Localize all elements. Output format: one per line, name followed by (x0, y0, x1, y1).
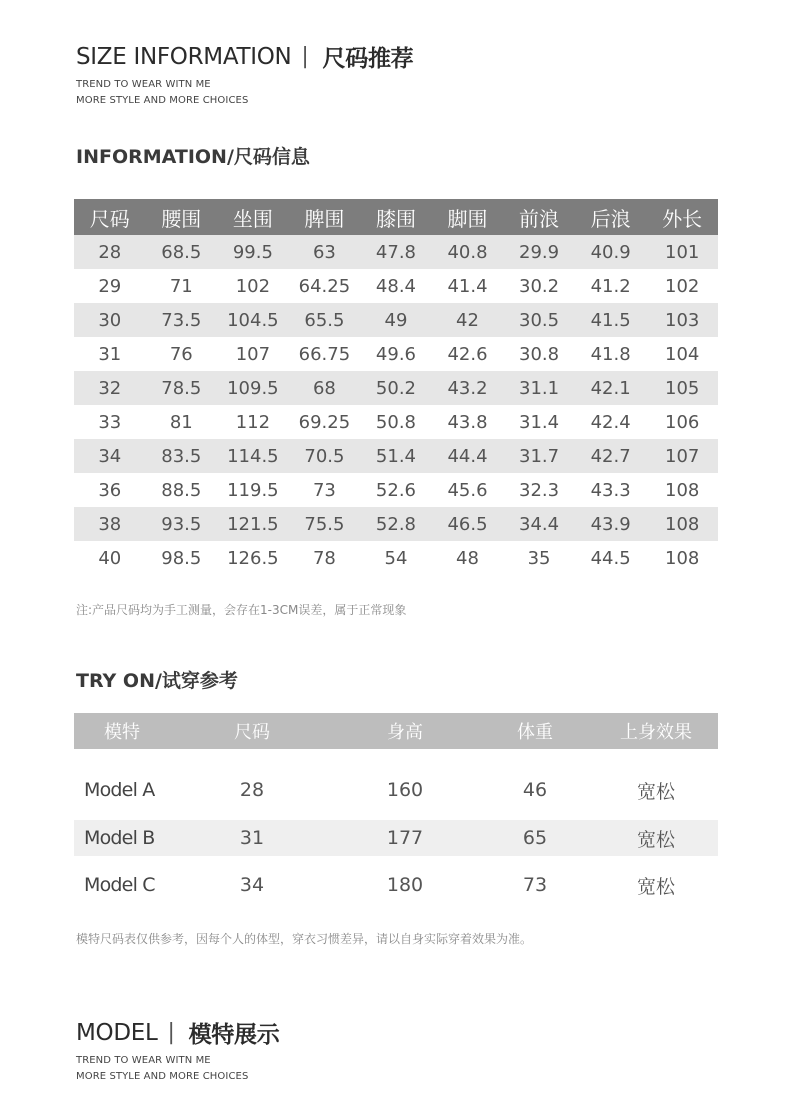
size-cell: 32 (74, 371, 146, 405)
model-subtitle-2: MORE STYLE AND MORE CHOICES (76, 1071, 249, 1082)
size-cell: 78.5 (146, 371, 218, 405)
size-cell: 34 (74, 439, 146, 473)
size-cell: 75.5 (289, 507, 361, 541)
tryon-height: 160 (386, 779, 424, 801)
model-title-en: MODEL (76, 1019, 158, 1046)
size-cell: 76 (169, 343, 193, 365)
size-cell: 68.5 (146, 235, 218, 269)
tryon-note: 模特尺码表仅供参考，因每个人的体型，穿衣习惯差异，请以自身实际穿着效果为准。 (76, 932, 533, 946)
size-cell: 78 (312, 547, 336, 569)
size-col-header: 脾围 (289, 199, 361, 235)
size-cell: 114.5 (217, 439, 289, 473)
size-cell: 44.4 (432, 439, 504, 473)
size-cell: 119.5 (227, 479, 279, 501)
size-cell: 41.2 (590, 275, 631, 297)
size-cell: 52.8 (360, 507, 432, 541)
size-cell: 46.5 (432, 507, 504, 541)
size-col-header: 尺码 (74, 199, 146, 235)
size-cell: 29.9 (503, 235, 575, 269)
size-table-row (74, 269, 718, 303)
heading-title-cn: 尺码推荐 (322, 46, 414, 72)
tryon-fit: 宽松 (636, 780, 675, 803)
size-cell: 88.5 (161, 479, 202, 501)
size-cell: 40.8 (432, 235, 504, 269)
size-cell: 103 (646, 303, 718, 337)
heading-subtitle-2: MORE STYLE AND MORE CHOICES (76, 95, 249, 106)
size-cell: 42.7 (575, 439, 647, 473)
size-cell: 50.2 (360, 371, 432, 405)
tryon-col-model: 模特 (104, 722, 140, 743)
tryon-height: 180 (386, 874, 424, 896)
size-table-row (74, 405, 718, 439)
size-cell: 69.25 (298, 411, 351, 433)
size-cell: 45.6 (447, 479, 488, 501)
size-cell: 73 (312, 479, 336, 501)
tryon-model-name: Model A (84, 779, 155, 801)
heading-subtitle-1: TREND TO WEAR WITN ME (76, 79, 211, 90)
size-cell: 36 (98, 479, 122, 501)
measurement-note: 注:产品尺码均为手工测量，会存在1-3CM误差，属于正常现象 (76, 603, 407, 617)
size-cell: 32.3 (519, 479, 560, 501)
size-table-row (74, 303, 718, 337)
tryon-model-name: Model B (84, 827, 155, 849)
size-cell: 41.5 (575, 303, 647, 337)
size-cell: 105 (646, 371, 718, 405)
tryon-row (74, 820, 718, 856)
size-cell: 43.2 (432, 371, 504, 405)
model-heading (76, 1016, 279, 1049)
size-cell: 43.9 (575, 507, 647, 541)
size-table-body (74, 235, 718, 575)
size-cell: 30 (74, 303, 146, 337)
size-cell: 112 (235, 411, 271, 433)
size-cell: 104 (665, 343, 700, 365)
size-cell: 102 (235, 275, 271, 297)
size-col-header: 腰围 (146, 199, 218, 235)
size-cell: 43.3 (590, 479, 631, 501)
size-cell: 31.7 (503, 439, 575, 473)
size-col-header: 外长 (646, 199, 718, 235)
size-cell: 30.8 (519, 343, 560, 365)
size-cell: 65.5 (289, 303, 361, 337)
tryon-row (74, 867, 718, 903)
size-cell: 98.5 (161, 547, 202, 569)
size-cell: 42 (432, 303, 504, 337)
size-cell: 121.5 (217, 507, 289, 541)
size-cell: 66.75 (298, 343, 351, 365)
size-cell: 43.8 (447, 411, 488, 433)
size-cell: 102 (665, 275, 700, 297)
tryon-fit: 宽松 (636, 875, 675, 898)
size-cell: 68 (289, 371, 361, 405)
tryon-size: 28 (239, 779, 265, 801)
size-cell: 33 (98, 411, 122, 433)
size-cell: 48.4 (375, 275, 416, 297)
size-cell: 73.5 (146, 303, 218, 337)
size-cell: 83.5 (146, 439, 218, 473)
size-cell: 63 (289, 235, 361, 269)
tryon-weight: 46 (522, 779, 548, 801)
size-table (74, 199, 718, 575)
size-cell: 34.4 (503, 507, 575, 541)
size-cell: 42.6 (447, 343, 488, 365)
size-cell: 41.4 (447, 275, 488, 297)
size-col-header: 后浪 (575, 199, 647, 235)
size-cell: 47.8 (360, 235, 432, 269)
size-cell: 41.8 (590, 343, 631, 365)
size-col-header: 膝围 (360, 199, 432, 235)
size-cell: 104.5 (217, 303, 289, 337)
tryon-col-size: 尺码 (234, 722, 270, 743)
tryon-height: 177 (386, 827, 424, 849)
size-cell: 35 (527, 547, 551, 569)
size-cell: 64.25 (298, 275, 351, 297)
size-cell: 48 (456, 547, 479, 569)
size-col-header: 坐围 (217, 199, 289, 235)
tryon-model-name: Model C (84, 874, 155, 896)
size-cell: 51.4 (360, 439, 432, 473)
tryon-fit: 宽松 (636, 828, 675, 851)
tryon-weight: 65 (522, 827, 548, 849)
size-cell: 107 (646, 439, 718, 473)
size-cell: 52.6 (375, 479, 416, 501)
heading-separator: | (301, 44, 309, 69)
size-cell: 50.8 (375, 411, 416, 433)
size-cell: 54 (384, 547, 408, 569)
size-cell: 93.5 (146, 507, 218, 541)
size-cell: 38 (74, 507, 146, 541)
size-cell: 29 (98, 275, 122, 297)
size-table-row (74, 439, 718, 473)
size-cell: 108 (646, 507, 718, 541)
size-col-header: 脚围 (432, 199, 504, 235)
size-cell: 70.5 (289, 439, 361, 473)
size-cell: 40 (98, 547, 122, 569)
size-cell: 31 (98, 343, 122, 365)
size-cell: 30.2 (519, 275, 560, 297)
tryon-header-row (74, 713, 718, 749)
size-cell: 107 (235, 343, 271, 365)
size-col-header: 前浪 (503, 199, 575, 235)
model-separator: | (167, 1020, 175, 1045)
size-cell: 108 (665, 479, 700, 501)
size-table-row (74, 541, 718, 575)
size-cell: 31.4 (519, 411, 560, 433)
size-cell: 108 (665, 547, 700, 569)
size-table-row (74, 337, 718, 371)
tryon-size: 31 (239, 827, 265, 849)
size-cell: 81 (169, 411, 193, 433)
size-cell: 106 (665, 411, 700, 433)
size-information-heading (76, 40, 413, 73)
tryon-row (74, 772, 718, 808)
heading-title-en: SIZE INFORMATION (76, 43, 292, 70)
tryon-title: TRY ON/试穿参考 (76, 670, 238, 692)
size-cell: 126.5 (227, 547, 279, 569)
size-cell: 31.1 (503, 371, 575, 405)
tryon-col-fit: 上身效果 (620, 722, 692, 743)
model-title-cn: 模特展示 (188, 1022, 280, 1048)
size-cell: 42.1 (575, 371, 647, 405)
size-cell: 101 (646, 235, 718, 269)
information-title: INFORMATION/尺码信息 (76, 146, 310, 168)
size-cell: 40.9 (575, 235, 647, 269)
size-cell: 99.5 (217, 235, 289, 269)
size-cell: 44.5 (590, 547, 631, 569)
size-cell: 49.6 (375, 343, 416, 365)
size-cell: 49 (360, 303, 432, 337)
tryon-weight: 73 (522, 874, 548, 896)
size-cell: 109.5 (217, 371, 289, 405)
size-cell: 30.5 (503, 303, 575, 337)
size-table-row (74, 371, 718, 405)
tryon-col-weight: 体重 (517, 722, 553, 743)
size-table-row (74, 507, 718, 541)
size-cell: 71 (169, 275, 193, 297)
size-table-row (74, 473, 718, 507)
size-table-row (74, 235, 718, 269)
tryon-size: 34 (239, 874, 265, 896)
model-subtitle-1: TREND TO WEAR WITN ME (76, 1055, 211, 1066)
size-cell: 28 (74, 235, 146, 269)
tryon-col-height: 身高 (387, 722, 423, 743)
size-table-header-row (74, 199, 718, 235)
size-cell: 42.4 (590, 411, 631, 433)
